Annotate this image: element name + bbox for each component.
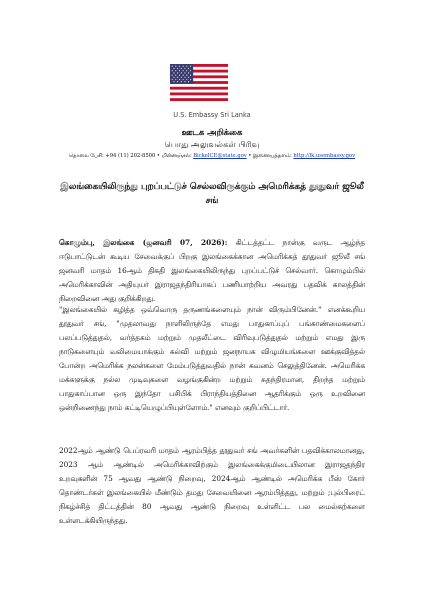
embassy-name: U.S. Embassy Sri Lanka bbox=[173, 111, 251, 119]
contact-line bbox=[0, 153, 424, 159]
website-label: • இணையத்தளம்: bbox=[248, 153, 292, 159]
website-link[interactable]: http://lk.usembassy.gov bbox=[293, 153, 356, 159]
paragraph-1 bbox=[59, 236, 365, 306]
paragraph-3: 2022ஆம் ஆண்டு பெப்ரவரி மாதம் ஆரம்பித்த தூதுவர் சங் அவர்களின் பதவிக்காலமானது, 2023 ஆம் ஆண்டில் அமெரிக்காவிற்கும் இலங்கைக்குமிடையிலான இராஜதந்திர உறவுகளின் 75 ஆவது ஆண்டு நிறைவு, 2024ஆம் ஆண்டில் அமெரிக்க பீஸ் கோர் தொண்டர்கள் இலங்கையில் மீண்டும் தமது சேவையினை ஆரம்பித்தது, மற்றும் ;புல்பிரைட் நிகழ்ச்சித் திட்டத்தின் 80 ஆவது ஆண்டு நிறைவு உள்ளிட்ட பல மைல்கற்களை உள்ளடக்கியிருந்தது. bbox=[59, 446, 365, 525]
dateline: கொழும்பு, இலங்கை (ஜனவரி 07, 2026): bbox=[59, 238, 228, 247]
paragraph-1-body: கிட்டத்தட்ட நான்கு வருட ஆழ்ந்த ஈடுபாட்டுடன் கூடிய சேவைக்குப் பிறகு இலங்கைக்கான அமெரிக்கத் தூதுவர் ஜூலீ சங் ஜனவரி மாதம் 16ஆம் திகதி இலங்கையிலிருந்து புறப்பட்டுச் செல்வார். கொழும்பில் அமெரிக்காவின் அதியுயர் இராஜதந்திரியாகப் பணியாற்றிய அவரது பதவிக் காலத்தின் நிறைவினை அது குறிக்கிறது. bbox=[59, 238, 366, 303]
us-flag-logo bbox=[170, 64, 228, 101]
release-type: பொது அலுவல்கள் பிரிவு bbox=[164, 139, 260, 149]
email-link[interactable]: BickelCE@state.gov bbox=[193, 153, 247, 159]
phone-number: +94 (11) 202-8500 bbox=[105, 153, 156, 159]
paragraph-2: "இலங்கையில் கழித்த ஒவ்வொரு தருணங்களையும் நான் விரும்பினேன்." எனக்கூறிய தூதுவர் சங், "முதலாவது நாளிலிருந்தே எமது பாதுகாப்புப் பங்காண்மைகளைப் பலப்படுத்துதல், வர்த்தகம் மற்றும் முதலீட்டை விரிவுபடுத்துதல் மற்றும் எமது இரு நாடுகளையும் வலிமையாக்கும் கல்வி மற்றும் ஜனநாயக விழுமியங்களை ஊக்குவித்தல் போன்ற அமெரிக்க நலன்களை மேம்படுத்துவதில் நான் கவனம் செலுத்தினேன். அமெரிக்க மக்களுக்கு நல்ல முடிவுகளை வழங்குகின்ற மற்றும் சுதந்திரமான, திறந்த மற்றும் பாதுகாப்பான ஒரு இந்தோ பசிபிக் பிராந்தியத்தினை ஆதரிக்கும் ஒரு உறவினை ஒன்றிணைந்து நாம் கட்டியெழுப்பியுள்ளோம்." எனவும் குறிப்பிட்டார். bbox=[59, 305, 365, 412]
document-title: இலங்கையிலிருந்து புறப்பட்டுச் செல்லவிருக்கும் அமெரிக்கத் தூதுவர் ஜூலீ சங் bbox=[60, 182, 364, 206]
email-label: • மின்னஞ்சல்: bbox=[156, 153, 192, 159]
phone-label: தொலை பேசி: bbox=[68, 153, 104, 159]
release-label: ஊடக அறிக்கை bbox=[181, 127, 243, 137]
